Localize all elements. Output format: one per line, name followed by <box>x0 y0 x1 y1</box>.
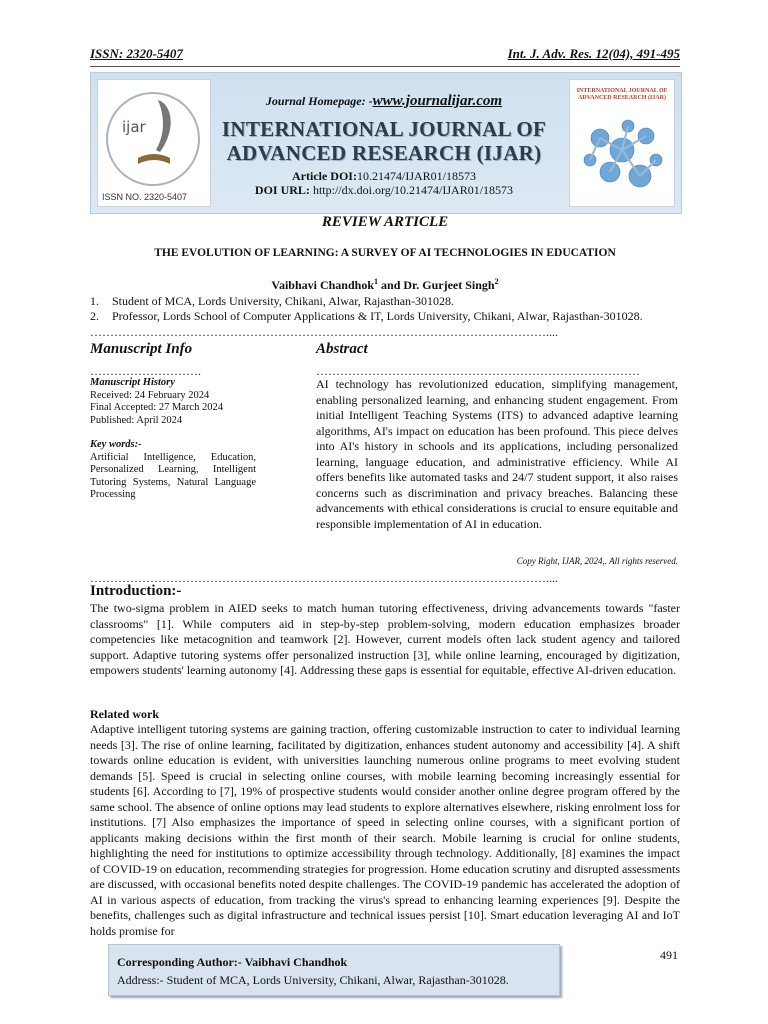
corresponding-author-box <box>108 944 560 996</box>
cover-title: INTERNATIONAL JOURNAL OF ADVANCED RESEARCH (IJAR) <box>576 88 668 101</box>
journal-title-line1: INTERNATIONAL JOURNAL OF <box>221 117 547 141</box>
affiliation-1-text: Student of MCA, Lords University, Chikani, Alwar, Rajasthan-301028. <box>112 294 455 308</box>
doi-url-link[interactable]: http://dx.doi.org/10.21474/IJAR01/18573 <box>312 183 514 197</box>
author-join: and <box>378 278 404 292</box>
article-title: THE EVOLUTION OF LEARNING: A SURVEY OF AI TECHNOLOGIES IN EDUCATION <box>154 247 616 259</box>
accepted-date: Final Accepted: 27 March 2024 <box>90 402 223 413</box>
ijar-logo <box>97 79 211 207</box>
affiliation-2-text: Professor, Lords School of Computer Applications & IT, Lords University, Chikani, Alwar, Rajasthan-301028. <box>112 309 643 323</box>
authors-line <box>90 277 680 293</box>
homepage-label: Journal Homepage: - <box>265 94 373 108</box>
abstract-dots: ……………………………………………………………………… <box>316 364 640 378</box>
journal-cover-thumbnail <box>569 79 675 207</box>
affiliation-2-number: 2. <box>90 309 99 323</box>
affiliation-1 <box>90 294 680 309</box>
related-work-text: Adaptive intelligent tutoring systems are gaining traction, offering customizable instruction to cater to individual learning needs [3]. The rise of online learning, facilitated by digitization, enhances student autonomy and accessibility [4]. A shift towards online education is evident, with universities launching numerous online programs to meet evolving student demands [5]. Speed is crucial in selecting online courses, with mobile learning becoming increasingly essential for students [6]. According to [7], 19% of prospective students would consider another online degree program offered by the same school. The absence of online options may lead students to explore alternatives elsewhere, risking enrolment loss for institutions. [7] Also emphasizes the importance of speed in selecting online courses, with a significant portion of applicants making decisions within the first month of their search. Mobile learning is crucial for online students, highlighting the need for institutions to optimize accessibility through technology. Additionally, [8] examines the impact of COVID-19 on education, recommending strategies for progression. Home education scrutiny and disrupted assessments are discussed, with occasional benefits noted despite challenges. The COVID-19 pandemic has accelerated the adoption of AI in various aspects of education, from tracking the virus's spread to enhancing learning experiences [9]. Despite the benefits, challenges such as digital infrastructure and technical issues persist [10]. Smart education leveraging AI and IoT holds promise for <box>90 722 680 938</box>
page-number: 491 <box>660 948 678 962</box>
manuscript-info-heading: Manuscript Info <box>90 341 193 357</box>
author-1-sup: 1 <box>374 277 379 286</box>
corresponding-author-label: Corresponding Author:- Vaibhavi Chandhok <box>117 955 348 969</box>
abstract-heading: Abstract <box>316 341 368 357</box>
affiliation-2 <box>90 309 680 324</box>
copyright-notice: Copy Right, IJAR, 2024,. All rights reserved. <box>516 556 678 566</box>
journal-title <box>211 117 557 165</box>
separator-bottom: …………………………………………………………………………………………………….... <box>90 572 558 584</box>
doi-block <box>211 169 557 197</box>
introduction-text: The two-sigma problem in AIED seeks to match human tutoring effectiveness, driving advancements towards "faster classrooms" [1]. While computers aid in step-by-step problem-solving, modern education emphasizes broader competencies like metacognition and teamwork [2]. However, current models often lack student agency and tailored support. Adaptive tutoring systems offer personalized instruction [3], while online learning, encouraged by digitization, empowers students' learning autonomy [4]. Addressing these gaps is essential for equitable, effective AI-driven education. <box>90 601 680 677</box>
molecule-icon <box>570 80 674 206</box>
affiliation-1-number: 1. <box>90 294 99 308</box>
doi-label: Article DOI: <box>292 169 357 183</box>
corresponding-author-address: Address:- Student of MCA, Lords University, Chikani, Alwar, Rajasthan-301028. <box>117 973 509 987</box>
published-date: Published: April 2024 <box>90 414 183 426</box>
keywords-text: Artificial Intelligence, Education, Personalized Learning, Intelligent Tutoring Systems, Natural Language Processing <box>90 451 256 500</box>
homepage-link[interactable]: www.journalijar.com <box>372 93 503 109</box>
journal-title-line2: ADVANCED RESEARCH (IJAR) <box>226 141 542 165</box>
journal-banner <box>90 72 682 214</box>
doi-value: 10.21474/IJAR01/18573 <box>356 169 476 183</box>
abstract-text: AI technology has revolutionized education, simplifying management, enabling personalized learning, and enhancing student engagement. From initial Intelligent Teaching Systems (ITS) to advanced adaptive learning algorithms, AI's impact on education has been profound. This piece delves into AI's history in schools and its applications, including personalized learning, language education, and administrative efficiency. While AI offers benefits like automated tasks and 24/7 student support, it also raises concerns such as discrimination and privacy breaches. Balancing these advancements with ethical considerations is crucial to ensure equitable and responsible implementation of AI in education. <box>316 377 678 531</box>
journal-homepage <box>211 93 557 110</box>
received-date: Received: 24 February 2024 <box>90 389 210 401</box>
header-rule <box>90 66 680 67</box>
author-2: Dr. Gurjeet Singh <box>403 278 495 292</box>
introduction-heading: Introduction:- <box>90 583 182 599</box>
author-2-sup: 2 <box>494 277 499 286</box>
doi-url-label: DOI URL: <box>254 183 310 197</box>
article-type: REVIEW ARTICLE <box>321 214 449 230</box>
related-work-heading: Related work <box>90 707 159 721</box>
citation-header: Int. J. Adv. Res. 12(04), 491-495 <box>507 46 680 61</box>
logo-issn: ISSN NO. 2320-5407 <box>102 192 188 202</box>
separator-top: …………………………………………………………………………………………………….... <box>90 326 558 338</box>
quill-icon <box>98 80 210 190</box>
keywords-label: Key words:- <box>90 439 142 450</box>
manuscript-info <box>90 377 256 502</box>
manuscript-dots: ………………………. <box>90 364 201 378</box>
issn-header: ISSN: 2320-5407 <box>90 46 183 61</box>
logo-text: ijar <box>122 118 146 136</box>
manuscript-history-label: Manuscript History <box>90 377 175 388</box>
author-1: Vaibhavi Chandhok <box>271 278 375 292</box>
